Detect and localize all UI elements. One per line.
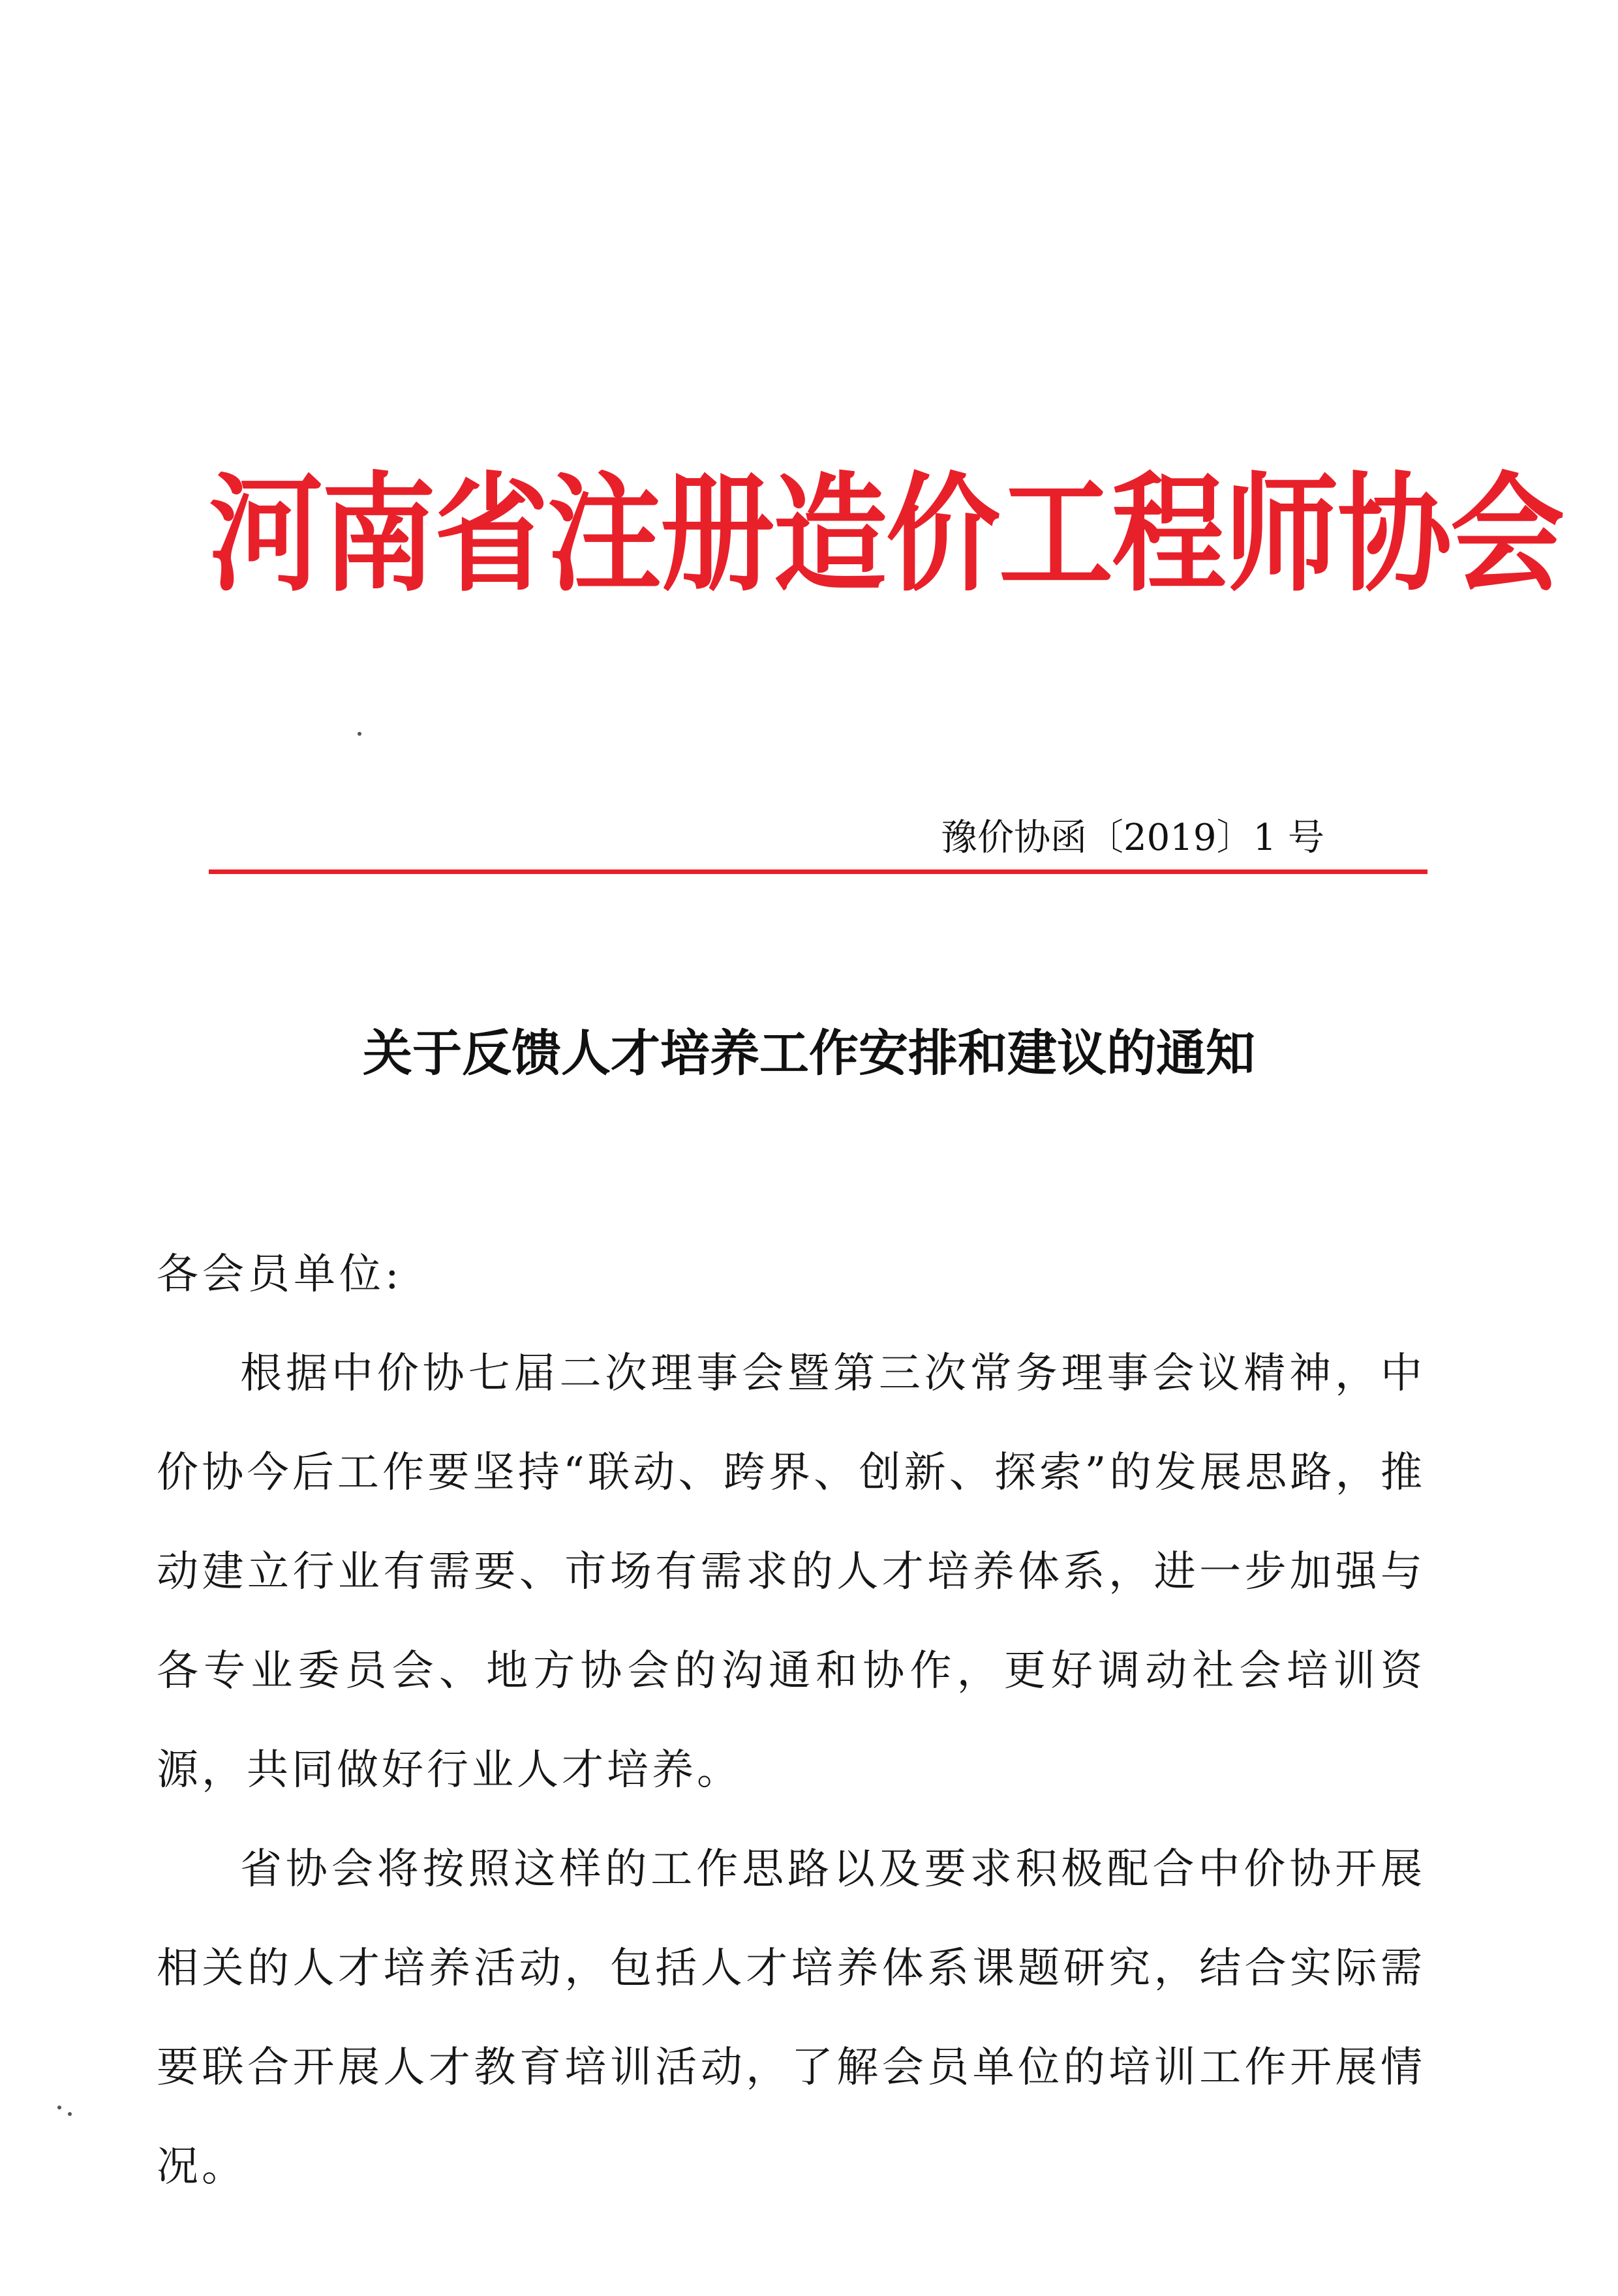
body-paragraph-2: 省协会将按照这样的工作思路以及要求积极配合中价协开展相关的人才培养活动，包括人才培养体系课题研究，结合实际需要联合开展人才教育培训活动，了解会员单位的培训工作开展情况。: [157, 1845, 1426, 2191]
scan-speck: [358, 732, 361, 736]
body-paragraph-1: 根据中价协七届二次理事会暨第三次常务理事会议精神，中价协今后工作要坚持“联动、跨界、创新、探索”的发展思路，推动建立行业有需要、市场有需求的人才培养体系，进一步加强与各专业委员会、地方协会的沟通和协作，更好调动社会培训资源，共同做好行业人才培养。: [157, 1350, 1426, 1794]
red-divider-line: [209, 869, 1427, 874]
scan-speck: [68, 2112, 72, 2116]
document-title: 关于反馈人才培养工作安排和建议的通知: [363, 1024, 1255, 1082]
salutation: 各会员单位:: [157, 1250, 403, 1299]
scan-speck: [57, 2106, 61, 2109]
document-body: [157, 1225, 1426, 2216]
organization-letterhead: 河南省注册造价工程师协会: [209, 459, 1563, 610]
document-number: 豫价协函〔2019〕1 号: [941, 817, 1324, 859]
